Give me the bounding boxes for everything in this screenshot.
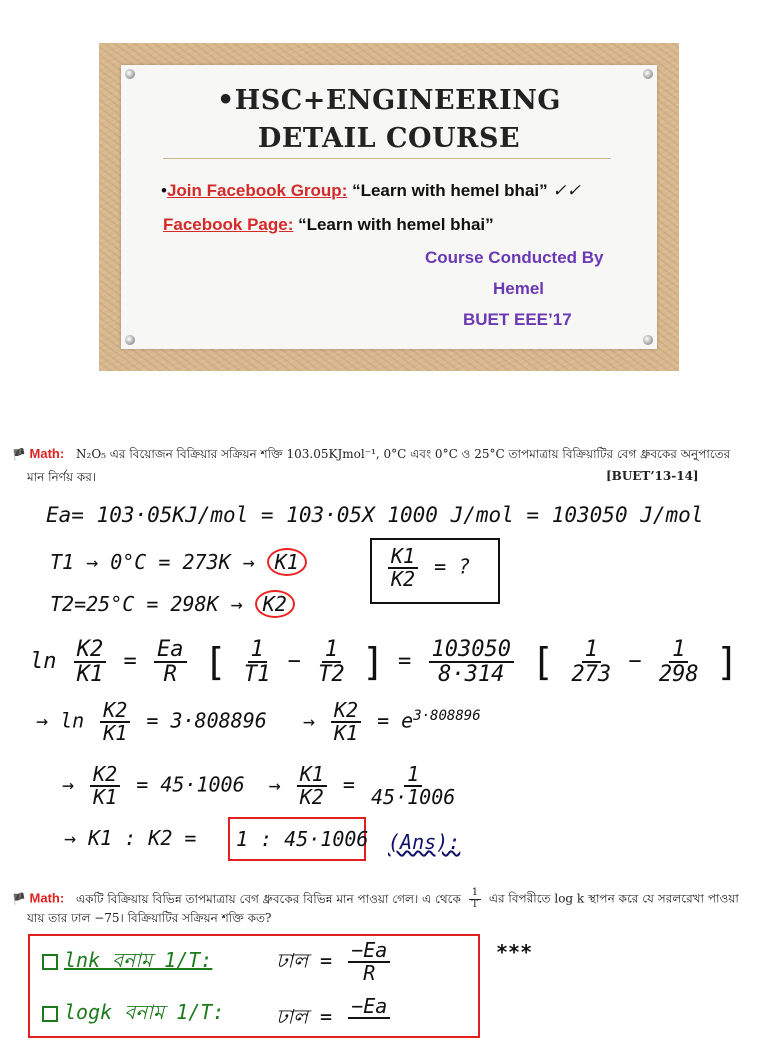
bracket: ] [361,640,385,685]
facebook-group-link[interactable]: Join Facebook Group: [166,181,348,200]
banner-title-line2: DETAIL COURSE [257,123,521,154]
minus: − [287,649,301,675]
frac-den: K1 [76,662,104,688]
math-tag: Math: [29,446,65,461]
frac-num: −Ea [348,996,390,1019]
frac-den: R [363,961,376,985]
question-1-text-line2: মান নির্ণয় কর। [27,470,97,484]
pin-icon [643,335,653,345]
k2-circled: K2 [255,590,295,618]
equals: = [398,649,412,675]
ln-value: = 3·808896 [146,708,267,733]
one-over-t1 [244,638,271,686]
arrow: → [268,772,281,797]
frac-den [363,1019,375,1040]
instructor-name: Hemel [493,279,545,298]
k1-circled: K1 [267,548,307,576]
frac-den: K2 [299,785,324,809]
checkbox-icon [42,954,58,970]
k2-over-k1 [74,638,107,686]
one-over-451006 [371,764,455,808]
frac-num: K1 [297,764,327,787]
question-1 [12,446,730,466]
question-2 [12,888,739,911]
frac-den: T1 [243,662,271,688]
temperature-2: T2=25°C = 298K → [50,592,243,616]
arrow: → [62,772,75,797]
frac-num: K2 [331,700,361,723]
ratio-value-line [62,764,459,808]
final-answer-line [64,826,196,850]
course-banner [99,43,679,371]
arrow: → [36,708,49,733]
neg-ea-fraction [348,996,390,1040]
note-row-1-label: lnk বনাম 1/T: [64,948,213,972]
facebook-group-name: “Learn with hemel bhai” [347,181,553,200]
ratio-expression [384,546,470,590]
frac-den: 45·1006 [370,785,456,809]
frac-den: K1 [93,785,118,809]
one-over-t [469,888,481,910]
facebook-page-name: “Learn with hemel bhai” [293,215,494,234]
instructor-institution: BUET EEE’17 [463,310,572,329]
frac-den: K1 [103,721,128,745]
question-2-text-b: এর বিপরীতে log k স্থাপন করে যে সরলরেখা পাওয়া [488,891,739,906]
ln-symbol: ln [30,649,57,675]
pin-icon [643,69,653,79]
frac-den: 8·314 [438,662,505,688]
facebook-page-line [163,215,494,235]
question-2-text-line2: যায় তার ঢাল −75। বিক্রিয়াটির সক্রিয়ন শক্তি কত? [27,911,272,925]
note-row-1-formula [276,940,394,984]
pin-icon [125,69,135,79]
slope-label: ঢাল = [276,948,333,973]
frac-num: 1 [248,638,267,663]
frac-den: T2 [318,662,345,688]
frac-den: T [471,898,479,910]
banner-card [121,65,657,349]
note-row-1 [42,946,212,979]
bracket: [ [531,640,555,685]
frac-num: −Ea [348,940,390,963]
title-divider [163,158,611,159]
course-conducted-by: Course Conducted By [425,248,604,267]
minus: − [628,649,642,675]
frac-num: K2 [100,700,130,723]
bracket: ] [715,640,739,685]
flag-icon: 🏴 [12,892,26,906]
arrow: → [302,708,315,733]
arrhenius-equation [30,638,739,686]
ratio-denominator: K2 [391,567,416,591]
k2-over-k1 [90,764,120,808]
slope-label: ঢাল = [276,1004,333,1029]
ratio-fraction [388,546,418,590]
frac-num: K2 [74,638,107,663]
answer-box [228,817,369,861]
temperature-1: T1 → 0°C = 273K → [50,550,255,574]
ln-result-line [36,700,481,744]
math-tag: Math: [29,890,65,906]
temperature-2-line [50,592,295,616]
ratio-value: = 45·1006 [136,772,245,797]
note-row-2-label: logk বনাম 1/T: [64,1000,225,1024]
frac-num: 1 [404,764,422,787]
checkbox-icon [42,1006,58,1022]
answer-value: 1 : 45·1006 [236,827,369,851]
one-over-298 [659,638,699,686]
note-row-2 [42,998,224,1031]
k1-over-k2 [297,764,327,808]
flag-icon: 🏴 [12,448,26,461]
frac-num: Ea [154,638,187,663]
frac-den: R [163,662,177,688]
one-over-273 [571,638,611,686]
one-over-t2 [318,638,345,686]
frac-num: 1 [669,638,688,663]
frac-den: 298 [658,662,699,688]
ea-over-r [154,638,187,686]
frac-den: K1 [333,721,359,745]
exp-power: 3·808896 [413,707,481,724]
equals: = [123,649,137,675]
frac-den: 273 [571,662,612,688]
important-stars: *** [496,940,533,964]
checkmark-icon: ✓✓ [552,181,581,200]
equals: = [342,772,355,797]
final-lhs: → K1 : K2 = [64,826,197,850]
energy-conversion-line: Ea= 103·05KJ/mol = 103·05X 1000 J/mol = 103050 J/mol [46,503,704,527]
facebook-page-link[interactable]: Facebook Page: [163,215,294,234]
frac-num: 1 [469,888,481,900]
k2-over-k1 [100,700,130,744]
exp-base: = e [377,708,414,733]
note-row-2-formula [276,996,394,1040]
pin-icon [125,335,135,345]
exam-reference: [BUET’13-14] [606,469,699,483]
ans-label: (Ans): [388,830,461,854]
frac-num: 1 [582,638,601,663]
frac-num: K2 [90,764,120,787]
frac-num: 1 [322,638,341,663]
facebook-group-line: •Join Facebook Group: “Learn with hemel bhai” ✓✓ [161,181,581,200]
question-2-text: একটি বিক্রিয়ায় বিভিন্ন তাপমাত্রায় বেগ ধ্রুবকের বিভিন্ন মান পাওয়া গেল। এ থেকে [76,891,461,906]
k2-over-k1 [331,700,361,744]
ratio-question: = ? [434,554,471,579]
bracket: [ [203,640,227,685]
ratio-numerator: K1 [388,546,418,569]
frac-num: 103050 [429,638,514,663]
banner-title-line1: •HSC+ENGINEERING [217,85,561,116]
value-fraction [429,638,514,686]
ratio-box [370,538,500,604]
ln-symbol: ln [60,708,85,733]
question-1-text: N₂O₅ এর বিয়োজন বিক্রিয়ার সক্রিয়ন শক্তি 103.05KJmol⁻¹, 0°C এবং 0°C ও 25°C তাপমাত্রায় বিক্রিয়াটির বেগ ধ্রুবকের অনুপাতের [76,447,731,461]
temperature-1-line [50,550,307,574]
neg-ea-over-r [348,940,390,984]
